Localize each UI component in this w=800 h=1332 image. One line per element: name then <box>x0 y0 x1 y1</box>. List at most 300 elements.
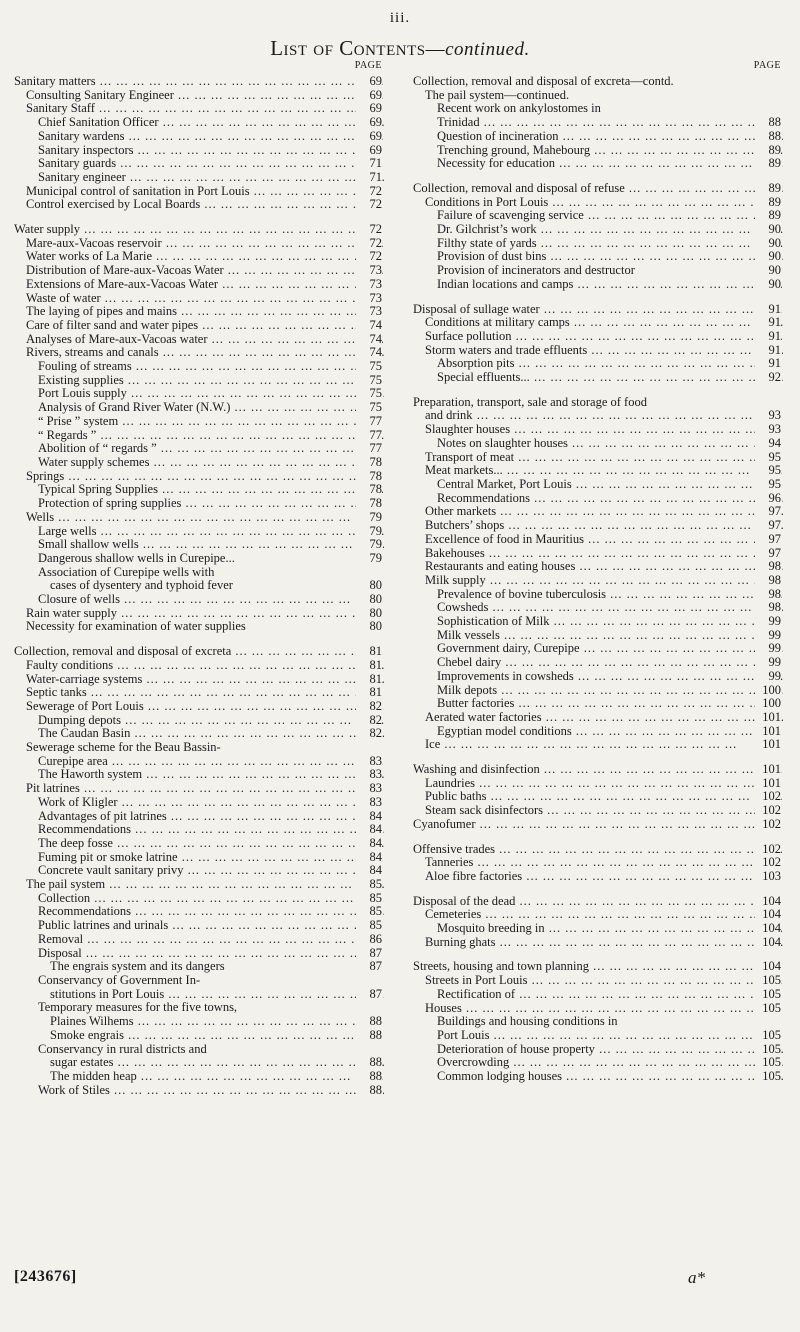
toc-entry-page: 101 <box>755 725 781 739</box>
toc-entry-title: Concrete vault sanitary privy ... . <box>14 864 384 878</box>
toc-entry <box>14 264 384 278</box>
toc-entry-title: Notes on slaughter houses ... . <box>413 437 783 451</box>
toc-entry-title: Buildings and housing conditions in <box>437 1015 618 1029</box>
toc-entry <box>413 684 783 698</box>
toc-entry <box>413 843 783 857</box>
toc-entry-title: “ Prise ” system ... . <box>14 415 384 429</box>
toc-entry <box>14 157 384 171</box>
toc-entry-page: 95 <box>755 451 781 465</box>
toc-entry-title: Recent work on ankylostomes in <box>437 102 601 116</box>
toc-entry-title: Collection, removal and disposal of refuse ... . <box>413 182 783 196</box>
toc-entry-title: Cowsheds ... . <box>413 601 783 615</box>
toc-entry-page: 98 <box>755 560 781 574</box>
toc-entry-title: Dangerous shallow wells in Curepipe... <box>38 551 235 565</box>
toc-entry <box>413 804 783 818</box>
toc-entry <box>14 851 384 865</box>
toc-entry <box>14 429 384 443</box>
toc-entry <box>413 492 783 506</box>
toc-entry <box>14 401 384 415</box>
toc-entry-page: 91 <box>755 357 781 371</box>
toc-entry-page: 92 <box>755 371 781 385</box>
toc-entry <box>14 796 384 810</box>
toc-entry-title: Recommendations ... . <box>413 492 783 506</box>
section-gap <box>413 832 783 843</box>
toc-entry-title: Dr. Gilchrist’s work ... . <box>413 223 783 237</box>
toc-entry <box>413 922 783 936</box>
toc-entry-title: Abolition of “ regards ” ... . <box>14 442 384 456</box>
toc-entry-title: Smoke engrais ... . <box>14 1029 384 1043</box>
toc-entry <box>413 478 783 492</box>
toc-entry-title: Sanitary matters ... . <box>14 75 384 89</box>
toc-entry <box>14 892 384 906</box>
toc-entry <box>413 601 783 615</box>
toc-entry <box>413 1043 783 1057</box>
toc-entry-title: Provision of incinerators and destructor <box>437 264 635 278</box>
toc-entry <box>413 344 783 358</box>
toc-entry <box>14 579 384 593</box>
toc-entry-title: Fuming pit or smoke latrine ... . <box>14 851 384 865</box>
toc-entry-title: Water-carriage systems ... . <box>14 673 384 687</box>
toc-entry-title: Filthy state of yards ... . <box>413 237 783 251</box>
toc-entry-title: Milk depots ... . <box>413 684 783 698</box>
toc-entry <box>413 102 783 116</box>
toc-entry-title: Common lodging houses ... . <box>413 1070 783 1084</box>
toc-entry <box>14 144 384 158</box>
toc-entry-title: Central Market, Port Louis ... . <box>413 478 783 492</box>
toc-entry <box>14 919 384 933</box>
toc-entry-page: 91 <box>755 303 781 317</box>
toc-entry-page: 77 <box>356 442 382 456</box>
toc-entry <box>413 574 783 588</box>
toc-entry-page: 84 <box>356 851 382 865</box>
toc-entry-page: 101 <box>755 711 781 725</box>
toc-entry-page: 72 <box>356 185 382 199</box>
toc-entry-page: 75 <box>356 401 382 415</box>
toc-entry-title: Plaines Wilhems ... . <box>14 1015 384 1029</box>
toc-entry-title: Sanitary wardens ... . <box>14 130 384 144</box>
toc-entry-page: 85 <box>356 892 382 906</box>
toc-entry-page: 104 <box>755 908 781 922</box>
toc-entry-title: Improvements in cowsheds ... . <box>413 670 783 684</box>
toc-entry-title: Fouling of streams ... . <box>14 360 384 374</box>
toc-entry-title: Tanneries ... . <box>413 856 783 870</box>
toc-entry-page: 100 <box>755 684 781 698</box>
toc-entry-title: Prevalence of bovine tuberculosis ... . <box>413 588 783 602</box>
toc-entry-title: Surface pollution ... . <box>413 330 783 344</box>
toc-entry-page: 105 <box>755 1056 781 1070</box>
toc-entry-title: “ Regards ” ... . <box>14 429 384 443</box>
toc-entry-title: Sophistication of Milk ... . <box>413 615 783 629</box>
toc-entry-page: 99 <box>755 642 781 656</box>
toc-entry-page: 79 <box>356 511 382 525</box>
toc-entry <box>413 960 783 974</box>
toc-entry-title: Chebel dairy ... . <box>413 656 783 670</box>
toc-entry <box>413 790 783 804</box>
toc-entry-page: 98 <box>755 601 781 615</box>
toc-entry <box>14 974 384 988</box>
toc-entry-title: Conditions in Port Louis ... . <box>413 196 783 210</box>
toc-entry <box>14 538 384 552</box>
toc-entry-page: 79 <box>356 525 382 539</box>
toc-entry-title: Curepipe area ... . <box>14 755 384 769</box>
toc-entry-page: 83 <box>356 796 382 810</box>
toc-entry-page: 104 <box>755 922 781 936</box>
toc-entry-page: 82 <box>356 727 382 741</box>
toc-entry <box>413 818 783 832</box>
toc-entry-page: 93 <box>755 409 781 423</box>
toc-entry-title: Mare-aux-Vacoas reservoir ... . <box>14 237 384 251</box>
toc-entry <box>413 371 783 385</box>
toc-entry-title: Waste of water ... . <box>14 292 384 306</box>
toc-entry-page: 105 <box>755 1002 781 1016</box>
toc-entry-page: 95 <box>755 478 781 492</box>
toc-entry-title: Water supply ... . <box>14 223 384 237</box>
toc-entry <box>413 1070 783 1084</box>
toc-entry-title: Port Louis ... . <box>413 1029 783 1043</box>
toc-entry <box>413 974 783 988</box>
toc-entry-page: 105 <box>755 1070 781 1084</box>
toc-entry-page: 98 <box>755 574 781 588</box>
toc-entry-title: Sanitary engineer ... . <box>14 171 384 185</box>
toc-entry <box>14 741 384 755</box>
toc-entry <box>413 437 783 451</box>
toc-entry <box>14 1001 384 1015</box>
toc-entry-page: 81 <box>356 686 382 700</box>
toc-entry-title: Meat markets... ... . <box>413 464 783 478</box>
toc-entry <box>14 960 384 974</box>
toc-entry-title: sugar estates ... . <box>14 1056 384 1070</box>
toc-entry <box>413 505 783 519</box>
toc-entry <box>14 102 384 116</box>
toc-entry <box>14 319 384 333</box>
toc-entry-title: Analyses of Mare-aux-Vacoas water ... . <box>14 333 384 347</box>
toc-entry-title: Septic tanks ... . <box>14 686 384 700</box>
toc-entry-title: Butter factories ... . <box>413 697 783 711</box>
toc-entry-title: Typical Spring Supplies ... . <box>14 483 384 497</box>
right-column <box>413 57 783 1084</box>
toc-entry-title: Absorption pits ... . <box>413 357 783 371</box>
toc-entry-page: 88 <box>356 1015 382 1029</box>
toc-entry <box>413 75 783 89</box>
toc-entry-page: 80 <box>356 607 382 621</box>
toc-entry <box>413 763 783 777</box>
toc-entry <box>413 89 783 103</box>
toc-entry <box>413 908 783 922</box>
toc-entry-page: 98 <box>755 588 781 602</box>
toc-entry-title: Necessity for examination of water supplies <box>26 620 246 634</box>
toc-entry <box>14 947 384 961</box>
toc-entry-page: 86 <box>356 933 382 947</box>
toc-entry-page: 89 <box>755 144 781 158</box>
toc-entry <box>14 1070 384 1084</box>
toc-entry-title: Public latrines and urinals ... . <box>14 919 384 933</box>
toc-entry <box>413 588 783 602</box>
toc-entry <box>14 237 384 251</box>
toc-entry-page: 71 <box>356 171 382 185</box>
toc-entry-title: Existing supplies ... . <box>14 374 384 388</box>
toc-entry-title: Pit latrines ... . <box>14 782 384 796</box>
toc-entry-page: 102 <box>755 804 781 818</box>
toc-entry-title: Rivers, streams and canals ... . <box>14 346 384 360</box>
toc-entry <box>14 1015 384 1029</box>
toc-entry-title: Trenching ground, Mahebourg ... . <box>413 144 783 158</box>
toc-entry-page: 102 <box>755 856 781 870</box>
toc-entry-title: Burning ghats ... . <box>413 936 783 950</box>
toc-entry-page: 94 <box>755 437 781 451</box>
toc-entry-page: 93 <box>755 423 781 437</box>
toc-entry <box>413 777 783 791</box>
toc-entry-page: 89 <box>755 209 781 223</box>
toc-entry <box>413 560 783 574</box>
toc-entry <box>413 629 783 643</box>
toc-entry-page: 87 <box>356 988 382 1002</box>
right-entries <box>413 75 783 1084</box>
toc-entry-title: Restaurants and eating houses ... . <box>413 560 783 574</box>
toc-entry-title: Failure of scavenging service ... . <box>413 209 783 223</box>
section-gap <box>413 884 783 895</box>
toc-entry <box>14 305 384 319</box>
toc-entry <box>14 442 384 456</box>
toc-entry <box>413 738 783 752</box>
toc-entry <box>413 895 783 909</box>
toc-entry-title: Cyanofumer ... . <box>413 818 783 832</box>
toc-entry <box>14 387 384 401</box>
toc-entry <box>413 330 783 344</box>
toc-entry <box>14 483 384 497</box>
left-entries <box>14 75 384 1097</box>
toc-entry-page: 105 <box>755 988 781 1002</box>
toc-entry-title: Provision of dust bins ... . <box>413 250 783 264</box>
toc-entry-title: Milk supply ... . <box>413 574 783 588</box>
title-sep: — <box>425 39 446 60</box>
toc-entry-page: 90 <box>755 264 781 278</box>
toc-entry-page: 73 <box>356 278 382 292</box>
toc-entry <box>14 645 384 659</box>
toc-entry-page: 102 <box>755 818 781 832</box>
toc-entry-page: 84 <box>356 810 382 824</box>
toc-entry-page: 85 <box>356 878 382 892</box>
toc-entry-title: Butchers’ shops ... . <box>413 519 783 533</box>
toc-entry-page: 90 <box>755 278 781 292</box>
toc-entry <box>413 278 783 292</box>
toc-entry <box>14 933 384 947</box>
toc-entry-title: Recommendations ... . <box>14 823 384 837</box>
toc-entry-page: 85 <box>356 905 382 919</box>
section-gap <box>413 752 783 763</box>
toc-entry <box>14 292 384 306</box>
toc-entry <box>14 171 384 185</box>
toc-entry <box>413 725 783 739</box>
toc-entry <box>14 823 384 837</box>
toc-entry <box>413 264 783 278</box>
toc-entry-title: Sanitary guards ... . <box>14 157 384 171</box>
toc-entry <box>14 250 384 264</box>
toc-entry-page: 88 <box>356 1070 382 1084</box>
toc-entry-page: 104 <box>755 936 781 950</box>
toc-entry-page: 80 <box>356 620 382 634</box>
toc-entry-page: 73 <box>356 292 382 306</box>
toc-entry-page: 88 <box>356 1029 382 1043</box>
toc-entry <box>413 182 783 196</box>
toc-entry-page: 82 <box>356 700 382 714</box>
toc-entry-title: The midden heap ... . <box>14 1070 384 1084</box>
toc-entry-page: 69 <box>356 130 382 144</box>
toc-entry <box>14 470 384 484</box>
section-gap <box>413 949 783 960</box>
toc-entry-page: 91 <box>755 330 781 344</box>
toc-entry-page: 105 <box>755 1029 781 1043</box>
toc-entry-page: 83 <box>356 782 382 796</box>
toc-entry-title: Sewerage of Port Louis ... . <box>14 700 384 714</box>
toc-entry <box>413 988 783 1002</box>
toc-entry-page: 101 <box>755 738 781 752</box>
toc-entry-page: 97 <box>755 505 781 519</box>
toc-entry-page: 87 <box>356 960 382 974</box>
toc-entry-page: 88 <box>755 116 781 130</box>
toc-entry <box>413 357 783 371</box>
left-column <box>14 57 384 1097</box>
toc-entry-page: 69 <box>356 102 382 116</box>
section-gap <box>413 292 783 303</box>
toc-entry-title: Protection of spring supplies ... . <box>14 497 384 511</box>
toc-entry-title: The deep fosse ... . <box>14 837 384 851</box>
toc-entry-title: Removal ... . <box>14 933 384 947</box>
toc-entry-title: Aerated water factories ... . <box>413 711 783 725</box>
toc-entry-page: 83 <box>356 755 382 769</box>
toc-entry-title: Deterioration of house property ... . <box>413 1043 783 1057</box>
toc-entry <box>14 456 384 470</box>
toc-entry-title: and drink ... . <box>413 409 783 423</box>
toc-entry-title: Dumping depots ... . <box>14 714 384 728</box>
toc-entry-title: Indian locations and camps ... . <box>413 278 783 292</box>
toc-entry <box>14 988 384 1002</box>
toc-entry-title: Washing and disinfection ... . <box>413 763 783 777</box>
toc-entry <box>14 878 384 892</box>
toc-entry-page: 69 <box>356 116 382 130</box>
toc-entry-title: Milk vessels ... . <box>413 629 783 643</box>
toc-entry-title: Storm waters and trade effluents ... . <box>413 344 783 358</box>
toc-entry-title: Preparation, transport, sale and storage of food <box>413 395 647 409</box>
toc-entry-page: 99 <box>755 656 781 670</box>
toc-entry-title: Rectification of ... . <box>413 988 783 1002</box>
toc-entry <box>413 615 783 629</box>
toc-entry-title: Chief Sanitation Officer ... . <box>14 116 384 130</box>
title-continued: continued. <box>445 39 530 60</box>
toc-entry-page: 73 <box>356 264 382 278</box>
toc-entry-title: Consulting Sanitary Engineer ... . <box>14 89 384 103</box>
toc-entry-title: Faulty conditions ... . <box>14 659 384 673</box>
toc-entry <box>413 697 783 711</box>
toc-entry <box>14 620 384 634</box>
toc-entry-title: Large wells ... . <box>14 525 384 539</box>
toc-entry-page: 102 <box>755 790 781 804</box>
toc-entry-page: 82 <box>356 714 382 728</box>
toc-entry-page: 91 <box>755 344 781 358</box>
toc-entry-title: Special effluents... ... . <box>413 371 783 385</box>
toc-entry-title: Conditions at military camps ... . <box>413 316 783 330</box>
toc-entry-title: Port Louis supply ... . <box>14 387 384 401</box>
toc-entry-title: Mosquito breeding in ... . <box>413 922 783 936</box>
toc-entry <box>14 810 384 824</box>
page-number: iii. <box>389 10 411 26</box>
toc-entry <box>413 209 783 223</box>
toc-entry-title: Disposal of the dead ... . <box>413 895 783 909</box>
toc-entry <box>14 837 384 851</box>
toc-entry <box>14 116 384 130</box>
toc-entry <box>14 497 384 511</box>
toc-entry <box>413 250 783 264</box>
toc-entry-title: Bakehouses ... . <box>413 547 783 561</box>
toc-entry-page: 90 <box>755 250 781 264</box>
toc-entry-title: Other markets ... . <box>413 505 783 519</box>
toc-entry-page: 78 <box>356 497 382 511</box>
toc-entry-title: Sewerage scheme for the Beau Bassin- <box>26 741 221 755</box>
toc-entry <box>413 237 783 251</box>
toc-entry-page: 87 <box>356 947 382 961</box>
toc-entry <box>413 547 783 561</box>
toc-entry <box>413 1015 783 1029</box>
toc-entry <box>413 1056 783 1070</box>
toc-entry <box>14 374 384 388</box>
toc-entry <box>413 196 783 210</box>
toc-entry <box>413 1029 783 1043</box>
toc-entry-page: 78 <box>356 483 382 497</box>
toc-entry <box>14 130 384 144</box>
toc-entry-title: The engrais system and its dangers <box>50 960 225 974</box>
toc-entry-title: Work of Kligler ... . <box>14 796 384 810</box>
toc-entry-page: 84 <box>356 837 382 851</box>
toc-entry <box>14 333 384 347</box>
toc-entry-page: 88 <box>356 1084 382 1098</box>
toc-entry <box>14 768 384 782</box>
toc-entry-page: 104 <box>755 895 781 909</box>
toc-entry-page: 81 <box>356 645 382 659</box>
toc-entry <box>14 346 384 360</box>
toc-entry-title: Analysis of Grand River Water (N.W.) ... . <box>14 401 384 415</box>
toc-entry-title: Trinidad ... . <box>413 116 783 130</box>
toc-entry <box>14 223 384 237</box>
toc-entry-title: Conservancy of Government In- <box>38 974 201 987</box>
toc-entry-title: Water works of La Marie ... . <box>14 250 384 264</box>
toc-entry-title: The Caudan Basin ... . <box>14 727 384 741</box>
toc-entry <box>413 533 783 547</box>
toc-entry-title: Collection ... . <box>14 892 384 906</box>
toc-entry <box>413 316 783 330</box>
toc-entry <box>413 409 783 423</box>
toc-entry-title: Control exercised by Local Boards ... . <box>14 198 384 212</box>
toc-entry-title: cases of dysentery and typhoid fever <box>50 579 233 593</box>
toc-entry <box>14 593 384 607</box>
toc-entry-page: 75 <box>356 387 382 401</box>
toc-entry-page: 99 <box>755 615 781 629</box>
toc-entry-page: 77 <box>356 429 382 443</box>
toc-entry <box>14 607 384 621</box>
toc-entry-title: Egyptian model conditions ... . <box>413 725 783 739</box>
toc-entry <box>14 700 384 714</box>
toc-entry-page: 103 <box>755 870 781 884</box>
toc-entry-page: 78 <box>356 470 382 484</box>
toc-entry-title: Recommendations ... . <box>14 905 384 919</box>
toc-entry-title: Slaughter houses ... . <box>413 423 783 437</box>
toc-entry-title: Water supply schemes ... . <box>14 456 384 470</box>
toc-entry-page: 75 <box>356 374 382 388</box>
toc-entry-title: Transport of meat ... . <box>413 451 783 465</box>
toc-entry <box>413 856 783 870</box>
toc-entry-page: 89 <box>755 196 781 210</box>
toc-entry-title: Collection, removal and disposal of excreta ... . <box>14 645 384 659</box>
toc-entry-title: Disposal of sullage water ... . <box>413 303 783 317</box>
toc-entry <box>14 566 384 580</box>
